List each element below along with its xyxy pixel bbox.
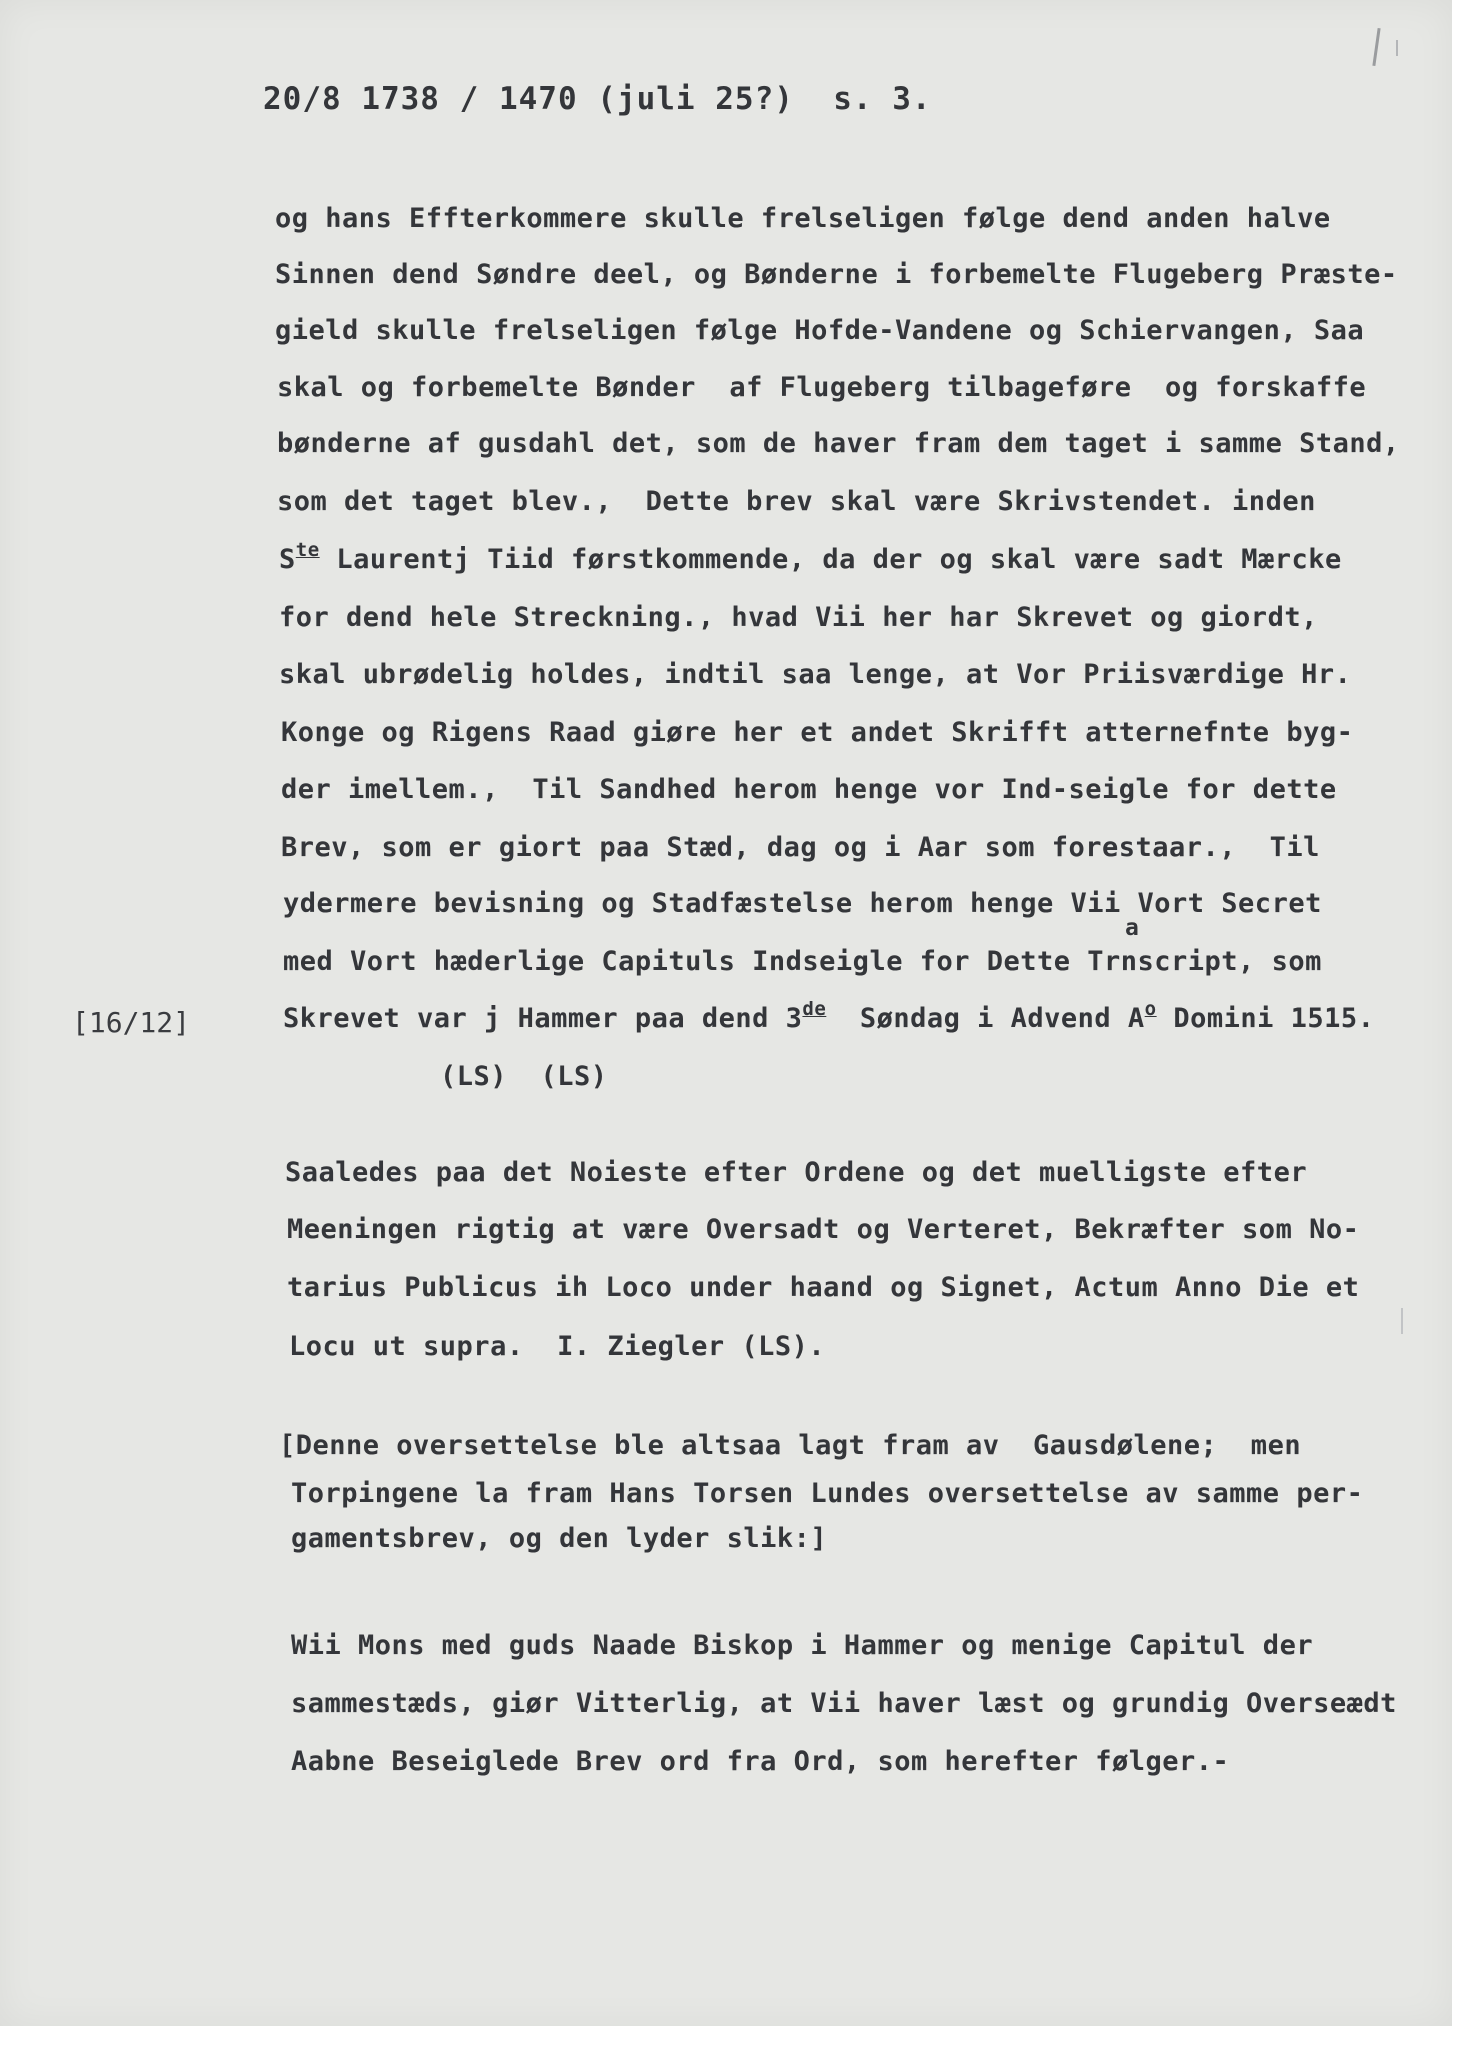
seal-marks: (LS) (LS) — [440, 1061, 608, 1092]
line-text: Søndag i Advend A — [826, 1003, 1145, 1034]
line-text: Skrevet var j Hammer paa dend 3 — [283, 1003, 803, 1034]
transcript-line: Sinnen dend Søndre deel, og Bønderne i forbemelte Flugeberg Præste- — [275, 259, 1398, 290]
transcript-line: der imellem., Til Sandhed herom henge vor Ind-seigle for dette — [281, 774, 1337, 805]
certification-line: Meeningen rigtig at være Oversadt og Verteret, Bekræfter som No- — [287, 1214, 1360, 1245]
certification-line: tarius Publicus ih Loco under haand og Signet, Actum Anno Die et — [287, 1272, 1360, 1303]
transcript-line: skal og forbemelte Bønder af Flugeberg tilbageføre og forskaffe — [277, 372, 1367, 403]
letter-line: sammestæds, giør Vitterlig, at Vii haver læst og grundig Overseædt — [291, 1688, 1397, 1719]
transcript-line: og hans Effterkommere skulle frelseligen følge dend anden halve — [275, 203, 1331, 234]
edge-mark — [1401, 1308, 1403, 1334]
line-text: Laurentj Tiid førstkommende, da der og skal være sadt Mærcke — [319, 544, 1342, 575]
transcript-line: som det taget blev., Dette brev skal være Skrivstendet. inden — [277, 486, 1316, 517]
transcript-line: Konge og Rigens Raad giøre her et andet Skrifft atternefnte byg- — [281, 717, 1354, 748]
superscript: te — [295, 539, 320, 561]
corner-mark — [1372, 28, 1380, 66]
interlinear-insertion: a — [1125, 915, 1140, 941]
superscript: o — [1144, 998, 1157, 1020]
transcript-line: bønderne af gusdahl det, som de haver fram dem taget i samme Stand, — [277, 428, 1400, 459]
superscript: de — [802, 998, 827, 1020]
letter-line: Aabne Beseiglede Brev ord fra Ord, som herefter følger.- — [291, 1746, 1230, 1777]
certification-line: Locu ut supra. I. Ziegler (LS). — [289, 1331, 826, 1362]
transcript-line: Brev, som er giort paa Stæd, dag og i Aar som forestaar., Til — [281, 832, 1320, 863]
letter-line: Wii Mons med guds Naade Biskop i Hammer og menige Capitul der — [291, 1630, 1314, 1661]
transcript-line: gield skulle frelseligen følge Hofde-Vandene og Schiervangen, Saa — [275, 315, 1365, 346]
margin-note: [16/12] — [72, 1006, 191, 1039]
editor-note-line: [Denne oversettelse ble altsaa lagt fram av Gausdølene; men — [279, 1430, 1302, 1461]
corner-mark — [1396, 40, 1398, 56]
page-header: 20/8 1738 / 1470 (juli 25?) s. 3. — [263, 81, 932, 117]
transcript-line: skal ubrødelig holdes, indtil saa lenge, at Vor Priisværdige Hr. — [279, 659, 1352, 690]
transcript-line: med Vort hæderlige Capituls Indseigle for Dette Trnscript, som — [283, 946, 1322, 977]
certification-line: Saaledes paa det Noieste efter Ordene og det muelligste efter — [285, 1157, 1308, 1188]
transcript-line: for dend hele Streckning., hvad Vii her har Skrevet og giordt, — [279, 602, 1318, 633]
editor-note-line: Torpingene la fram Hans Torsen Lundes oversettelse av samme per- — [291, 1478, 1364, 1509]
transcript-line — [283, 998, 1375, 1034]
transcript-line — [279, 539, 1342, 575]
line-text: S — [279, 544, 296, 575]
editor-note-line: gamentsbrev, og den lyder slik:] — [291, 1523, 828, 1554]
line-text: Domini 1515. — [1156, 1003, 1375, 1034]
transcript-line: ydermere bevisning og Stadfæstelse herom henge Vii Vort Secret — [283, 888, 1322, 919]
